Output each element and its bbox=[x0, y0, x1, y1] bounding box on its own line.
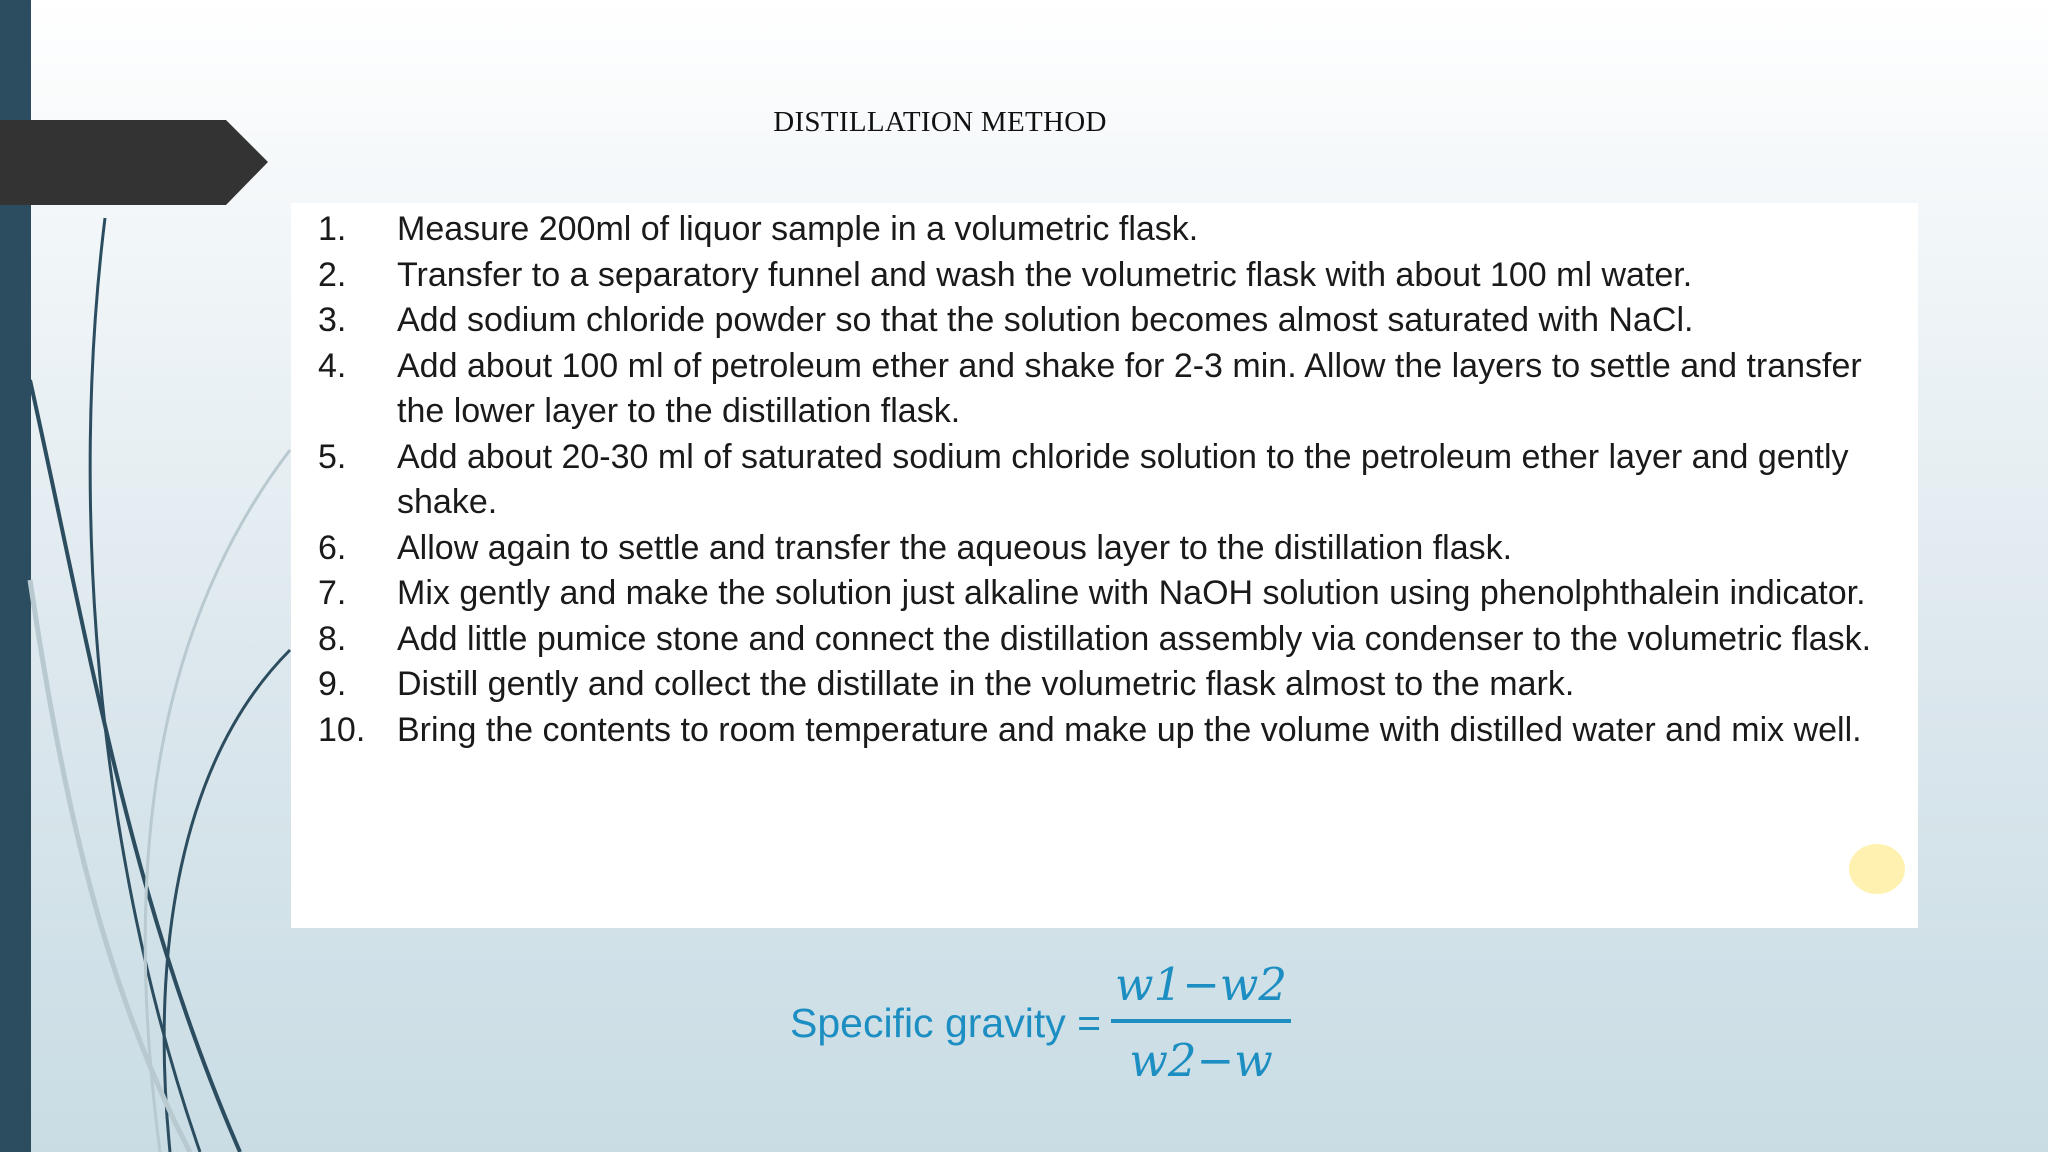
step-number: 1. bbox=[318, 210, 347, 248]
procedure-step bbox=[318, 571, 1908, 617]
step-text: Add about 20-30 ml of saturated sodium chloride solution to the petroleum ether layer and gently shake. bbox=[397, 437, 1849, 521]
formula-denominator: w2−w bbox=[1129, 1034, 1273, 1087]
specific-gravity-formula bbox=[790, 955, 1291, 1091]
procedure-step bbox=[318, 708, 1908, 754]
step-number: 6. bbox=[318, 528, 347, 567]
step-number: 4. bbox=[318, 346, 347, 385]
step-number: 10. bbox=[318, 710, 366, 749]
step-number: 2. bbox=[318, 255, 347, 294]
fraction-bar bbox=[1111, 1019, 1291, 1023]
step-text: Distill gently and collect the distillate in the volumetric flask almost to the mark. bbox=[397, 665, 1575, 703]
procedure-step bbox=[318, 253, 1908, 299]
step-text: Mix gently and make the solution just alkaline with NaOH solution using phenolphthalein indicator. bbox=[397, 574, 1866, 612]
procedure-step bbox=[318, 298, 1908, 344]
step-text: Allow again to settle and transfer the aqueous layer to the distillation flask. bbox=[397, 528, 1513, 567]
step-number: 7. bbox=[318, 574, 347, 612]
step-text: Add sodium chloride powder so that the solution becomes almost saturated with NaCl. bbox=[397, 301, 1694, 339]
formula-fraction bbox=[1111, 955, 1291, 1091]
title-tab-arrow bbox=[0, 120, 268, 205]
procedure-step bbox=[318, 526, 1908, 572]
procedure-step bbox=[318, 344, 1908, 435]
step-text: Add about 100 ml of petroleum ether and shake for 2-3 min. Allow the layers to settle and transfer the lower layer to the distillation flask. bbox=[397, 346, 1862, 430]
step-text: Bring the contents to room temperature and make up the volume with distilled water and mix well. bbox=[397, 710, 1862, 749]
slide-title: DISTILLATION METHOD bbox=[773, 106, 1107, 138]
formula-label: Specific gravity = bbox=[790, 999, 1102, 1046]
step-text: Transfer to a separatory funnel and wash the volumetric flask with about 100 ml water. bbox=[397, 255, 1693, 294]
procedure-step bbox=[318, 617, 1908, 663]
laser-pointer-highlight bbox=[1849, 844, 1905, 894]
procedure-steps-panel bbox=[291, 203, 1918, 928]
formula-numerator: w1−w2 bbox=[1115, 958, 1288, 1011]
procedure-step bbox=[318, 662, 1908, 708]
step-number: 9. bbox=[318, 665, 347, 703]
procedure-step bbox=[318, 435, 1908, 526]
procedure-step bbox=[318, 207, 1908, 253]
step-text: Add little pumice stone and connect the distillation assembly via condenser to the volumetric flask. bbox=[397, 619, 1872, 658]
step-number: 8. bbox=[318, 619, 347, 658]
step-number: 3. bbox=[318, 301, 347, 339]
step-number: 5. bbox=[318, 437, 347, 476]
step-text: Measure 200ml of liquor sample in a volumetric flask. bbox=[397, 210, 1199, 248]
procedure-steps-list bbox=[318, 207, 1908, 753]
